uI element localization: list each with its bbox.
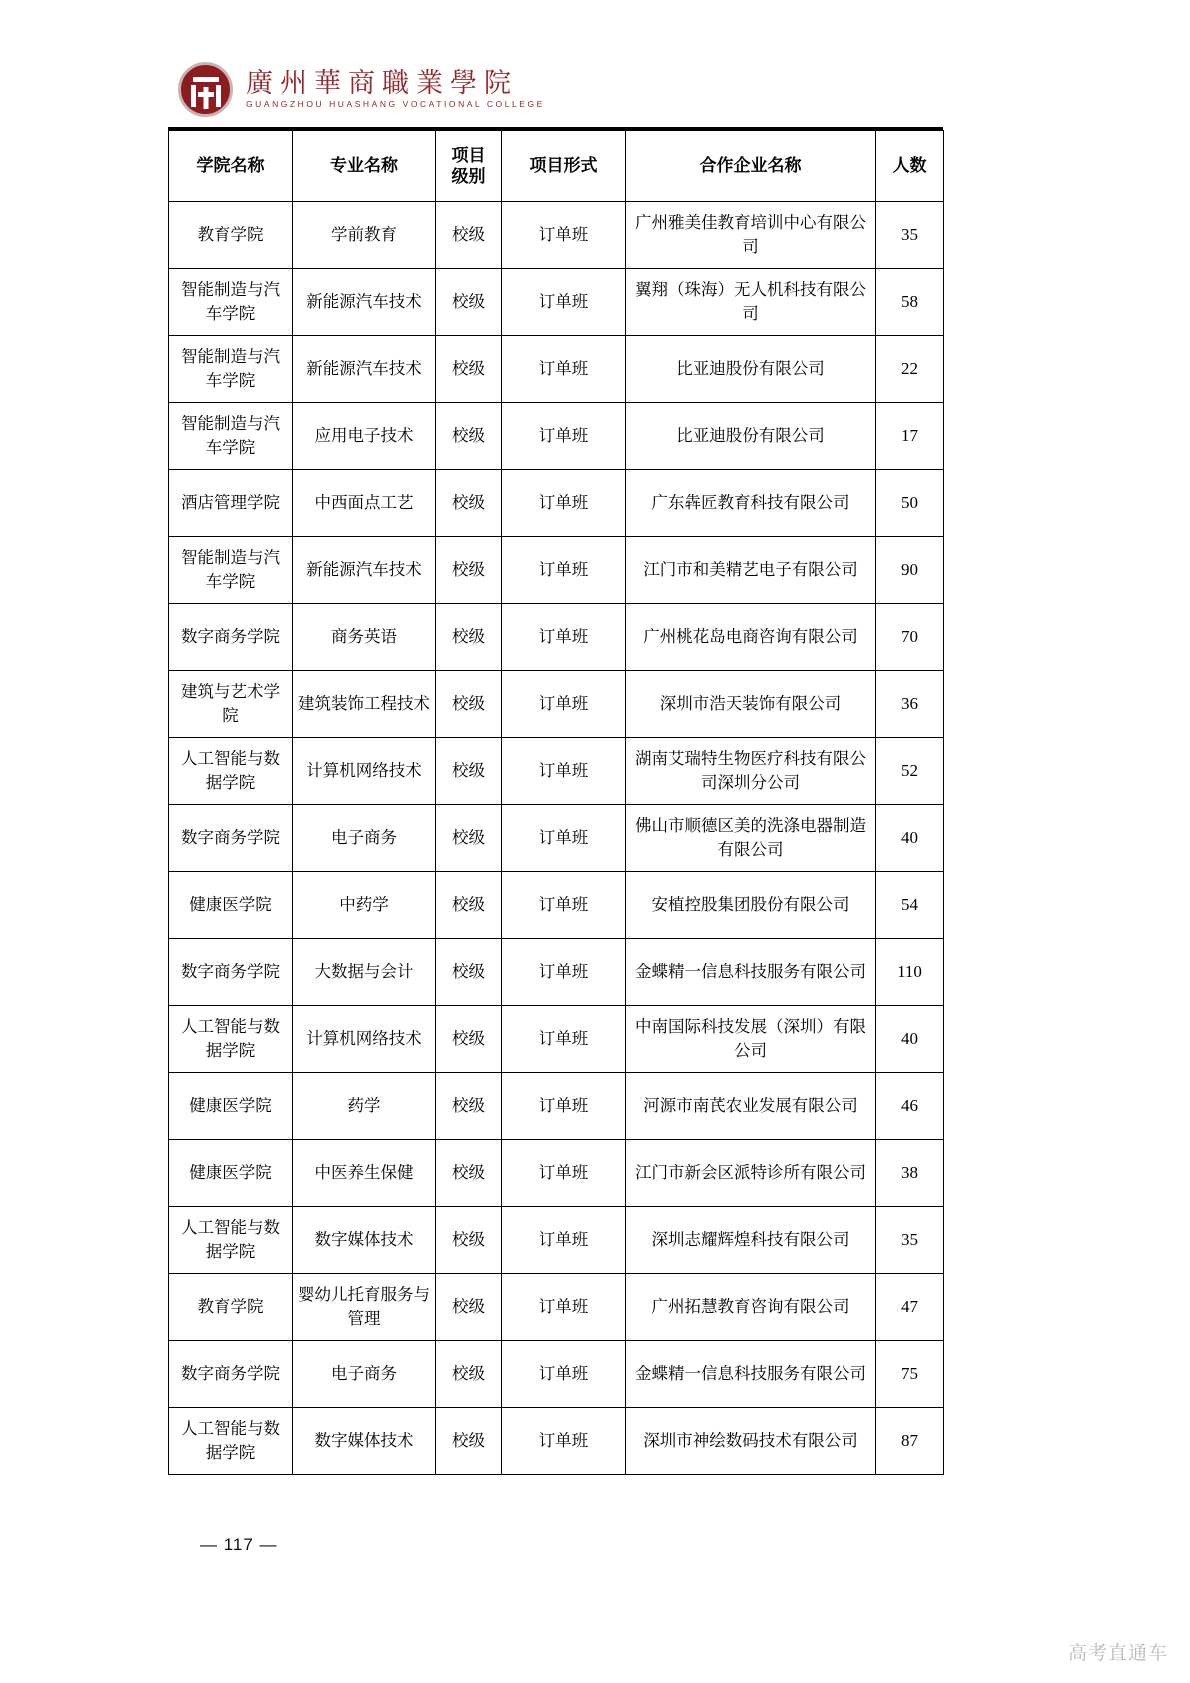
table-row: [169, 872, 944, 939]
cell-college: 人工智能与数据学院: [169, 1006, 293, 1073]
cell-form: 订单班: [502, 537, 626, 604]
cell-form: 订单班: [502, 269, 626, 336]
cell-major: 中医养生保健: [293, 1140, 436, 1207]
cell-college: 数字商务学院: [169, 1341, 293, 1408]
cell-major: 商务英语: [293, 604, 436, 671]
cell-count: 35: [876, 202, 944, 269]
table-row: [169, 537, 944, 604]
table-row: [169, 1274, 944, 1341]
cell-form: 订单班: [502, 1274, 626, 1341]
cell-form: 订单班: [502, 872, 626, 939]
cell-level: 校级: [436, 1073, 502, 1140]
cell-college: 智能制造与汽车学院: [169, 269, 293, 336]
cell-major: 应用电子技术: [293, 403, 436, 470]
cell-company: 金蝶精一信息科技服务有限公司: [626, 1341, 876, 1408]
cell-level: 校级: [436, 1408, 502, 1475]
cell-form: 订单班: [502, 336, 626, 403]
cell-level: 校级: [436, 939, 502, 1006]
cell-count: 54: [876, 872, 944, 939]
cell-level: 校级: [436, 403, 502, 470]
cell-company: 中南国际科技发展（深圳）有限公司: [626, 1006, 876, 1073]
column-header-form: 项目形式: [502, 131, 626, 202]
table-row: [169, 671, 944, 738]
table-row: [169, 336, 944, 403]
cell-level: 校级: [436, 604, 502, 671]
cell-company: 深圳志耀辉煌科技有限公司: [626, 1207, 876, 1274]
column-header-count: 人数: [876, 131, 944, 202]
cell-college: 人工智能与数据学院: [169, 1207, 293, 1274]
cell-major: 新能源汽车技术: [293, 537, 436, 604]
table-row: [169, 1006, 944, 1073]
cell-count: 17: [876, 403, 944, 470]
cell-major: 大数据与会计: [293, 939, 436, 1006]
cell-form: 订单班: [502, 939, 626, 1006]
cell-major: 新能源汽车技术: [293, 336, 436, 403]
cell-form: 订单班: [502, 1408, 626, 1475]
cell-major: 计算机网络技术: [293, 1006, 436, 1073]
cell-count: 47: [876, 1274, 944, 1341]
cell-company: 河源市南芪农业发展有限公司: [626, 1073, 876, 1140]
seal-bar: [198, 92, 214, 97]
cell-company: 深圳市浩天装饰有限公司: [626, 671, 876, 738]
cell-company: 翼翔（珠海）无人机科技有限公司: [626, 269, 876, 336]
column-header-major: 专业名称: [293, 131, 436, 202]
cell-major: 婴幼儿托育服务与管理: [293, 1274, 436, 1341]
cell-count: 52: [876, 738, 944, 805]
column-header-level: [436, 131, 502, 202]
document-header: [178, 62, 545, 117]
cell-major: 药学: [293, 1073, 436, 1140]
cell-college: 教育学院: [169, 202, 293, 269]
cell-level: 校级: [436, 671, 502, 738]
column-header-level-line1: 项目: [451, 145, 486, 165]
cell-count: 22: [876, 336, 944, 403]
cell-count: 110: [876, 939, 944, 1006]
table-row: [169, 1073, 944, 1140]
cell-company: 广州桃花岛电商咨询有限公司: [626, 604, 876, 671]
cell-major: 电子商务: [293, 1341, 436, 1408]
cell-form: 订单班: [502, 738, 626, 805]
cell-form: 订单班: [502, 202, 626, 269]
cell-level: 校级: [436, 872, 502, 939]
cell-level: 校级: [436, 1140, 502, 1207]
cell-company: 金蝶精一信息科技服务有限公司: [626, 939, 876, 1006]
cell-company: 比亚迪股份有限公司: [626, 336, 876, 403]
cell-college: 智能制造与汽车学院: [169, 403, 293, 470]
table-row: [169, 269, 944, 336]
cell-count: 75: [876, 1341, 944, 1408]
seal-stem: [203, 87, 208, 109]
cell-college: 酒店管理学院: [169, 470, 293, 537]
cell-form: 订单班: [502, 1006, 626, 1073]
cell-count: 87: [876, 1408, 944, 1475]
cell-level: 校级: [436, 1207, 502, 1274]
college-seal-icon: [178, 62, 233, 117]
cell-college: 教育学院: [169, 1274, 293, 1341]
cell-form: 订单班: [502, 1073, 626, 1140]
cell-level: 校级: [436, 805, 502, 872]
institution-name-block: [246, 70, 545, 109]
cell-company: 佛山市顺德区美的洗涤电器制造有限公司: [626, 805, 876, 872]
cell-form: 订单班: [502, 1341, 626, 1408]
table-row: [169, 805, 944, 872]
table-row: [169, 738, 944, 805]
cell-college: 人工智能与数据学院: [169, 1408, 293, 1475]
table-row: [169, 1408, 944, 1475]
cell-company: 湖南艾瑞特生物医疗科技有限公司深圳分公司: [626, 738, 876, 805]
cell-count: 58: [876, 269, 944, 336]
cell-level: 校级: [436, 537, 502, 604]
institution-name-cn: 廣州華商職業學院: [246, 68, 518, 100]
cell-college: 健康医学院: [169, 1073, 293, 1140]
cell-major: 中药学: [293, 872, 436, 939]
cell-level: 校级: [436, 1006, 502, 1073]
cell-college: 智能制造与汽车学院: [169, 336, 293, 403]
institution-name-en: GUANGZHOU HUASHANG VOCATIONAL COLLEGE: [246, 99, 545, 110]
cell-major: 新能源汽车技术: [293, 269, 436, 336]
cell-level: 校级: [436, 1274, 502, 1341]
table-row: [169, 403, 944, 470]
cell-count: 40: [876, 1006, 944, 1073]
cell-company: 安植控股集团股份有限公司: [626, 872, 876, 939]
table-row: [169, 1140, 944, 1207]
cell-form: 订单班: [502, 805, 626, 872]
watermark: 高考直通车: [1067, 1642, 1168, 1664]
table-header: [169, 131, 944, 202]
cooperation-projects-table: [168, 130, 944, 1475]
cell-company: 比亚迪股份有限公司: [626, 403, 876, 470]
cell-form: 订单班: [502, 470, 626, 537]
cell-major: 建筑装饰工程技术: [293, 671, 436, 738]
cell-college: 健康医学院: [169, 1140, 293, 1207]
cell-company: 江门市新会区派特诊所有限公司: [626, 1140, 876, 1207]
cell-level: 校级: [436, 336, 502, 403]
cell-count: 70: [876, 604, 944, 671]
table-header-row: [169, 131, 944, 202]
cell-form: 订单班: [502, 403, 626, 470]
cell-major: 数字媒体技术: [293, 1408, 436, 1475]
cell-college: 智能制造与汽车学院: [169, 537, 293, 604]
cell-company: 广州拓慧教育咨询有限公司: [626, 1274, 876, 1341]
cell-college: 建筑与艺术学院: [169, 671, 293, 738]
cell-college: 数字商务学院: [169, 805, 293, 872]
cell-count: 90: [876, 537, 944, 604]
cell-count: 46: [876, 1073, 944, 1140]
table-row: [169, 470, 944, 537]
cell-level: 校级: [436, 202, 502, 269]
column-header-level-line2: 级别: [451, 167, 486, 186]
cell-college: 健康医学院: [169, 872, 293, 939]
cell-form: 订单班: [502, 1207, 626, 1274]
column-header-college: 学院名称: [169, 131, 293, 202]
table-row: [169, 1207, 944, 1274]
cell-count: 50: [876, 470, 944, 537]
cell-company: 广州雅美佳教育培训中心有限公司: [626, 202, 876, 269]
column-header-company: 合作企业名称: [626, 131, 876, 202]
cell-form: 订单班: [502, 671, 626, 738]
cell-level: 校级: [436, 470, 502, 537]
page-number: — 117 —: [200, 1535, 278, 1554]
cell-major: 计算机网络技术: [293, 738, 436, 805]
cell-count: 40: [876, 805, 944, 872]
cell-level: 校级: [436, 1341, 502, 1408]
cell-count: 36: [876, 671, 944, 738]
cell-level: 校级: [436, 738, 502, 805]
table-container: [168, 127, 943, 1475]
cell-company: 深圳市神绘数码技术有限公司: [626, 1408, 876, 1475]
cell-level: 校级: [436, 269, 502, 336]
table-row: [169, 939, 944, 1006]
table-row: [169, 604, 944, 671]
cell-form: 订单班: [502, 1140, 626, 1207]
cell-count: 35: [876, 1207, 944, 1274]
cell-form: 订单班: [502, 604, 626, 671]
table-row: [169, 1341, 944, 1408]
cell-college: 人工智能与数据学院: [169, 738, 293, 805]
cell-count: 38: [876, 1140, 944, 1207]
cell-major: 学前教育: [293, 202, 436, 269]
cell-major: 中西面点工艺: [293, 470, 436, 537]
cell-college: 数字商务学院: [169, 939, 293, 1006]
table-row: [169, 202, 944, 269]
table-body: [169, 202, 944, 1475]
cell-company: 江门市和美精艺电子有限公司: [626, 537, 876, 604]
cell-company: 广东犇匠教育科技有限公司: [626, 470, 876, 537]
cell-major: 数字媒体技术: [293, 1207, 436, 1274]
cell-college: 数字商务学院: [169, 604, 293, 671]
cell-major: 电子商务: [293, 805, 436, 872]
